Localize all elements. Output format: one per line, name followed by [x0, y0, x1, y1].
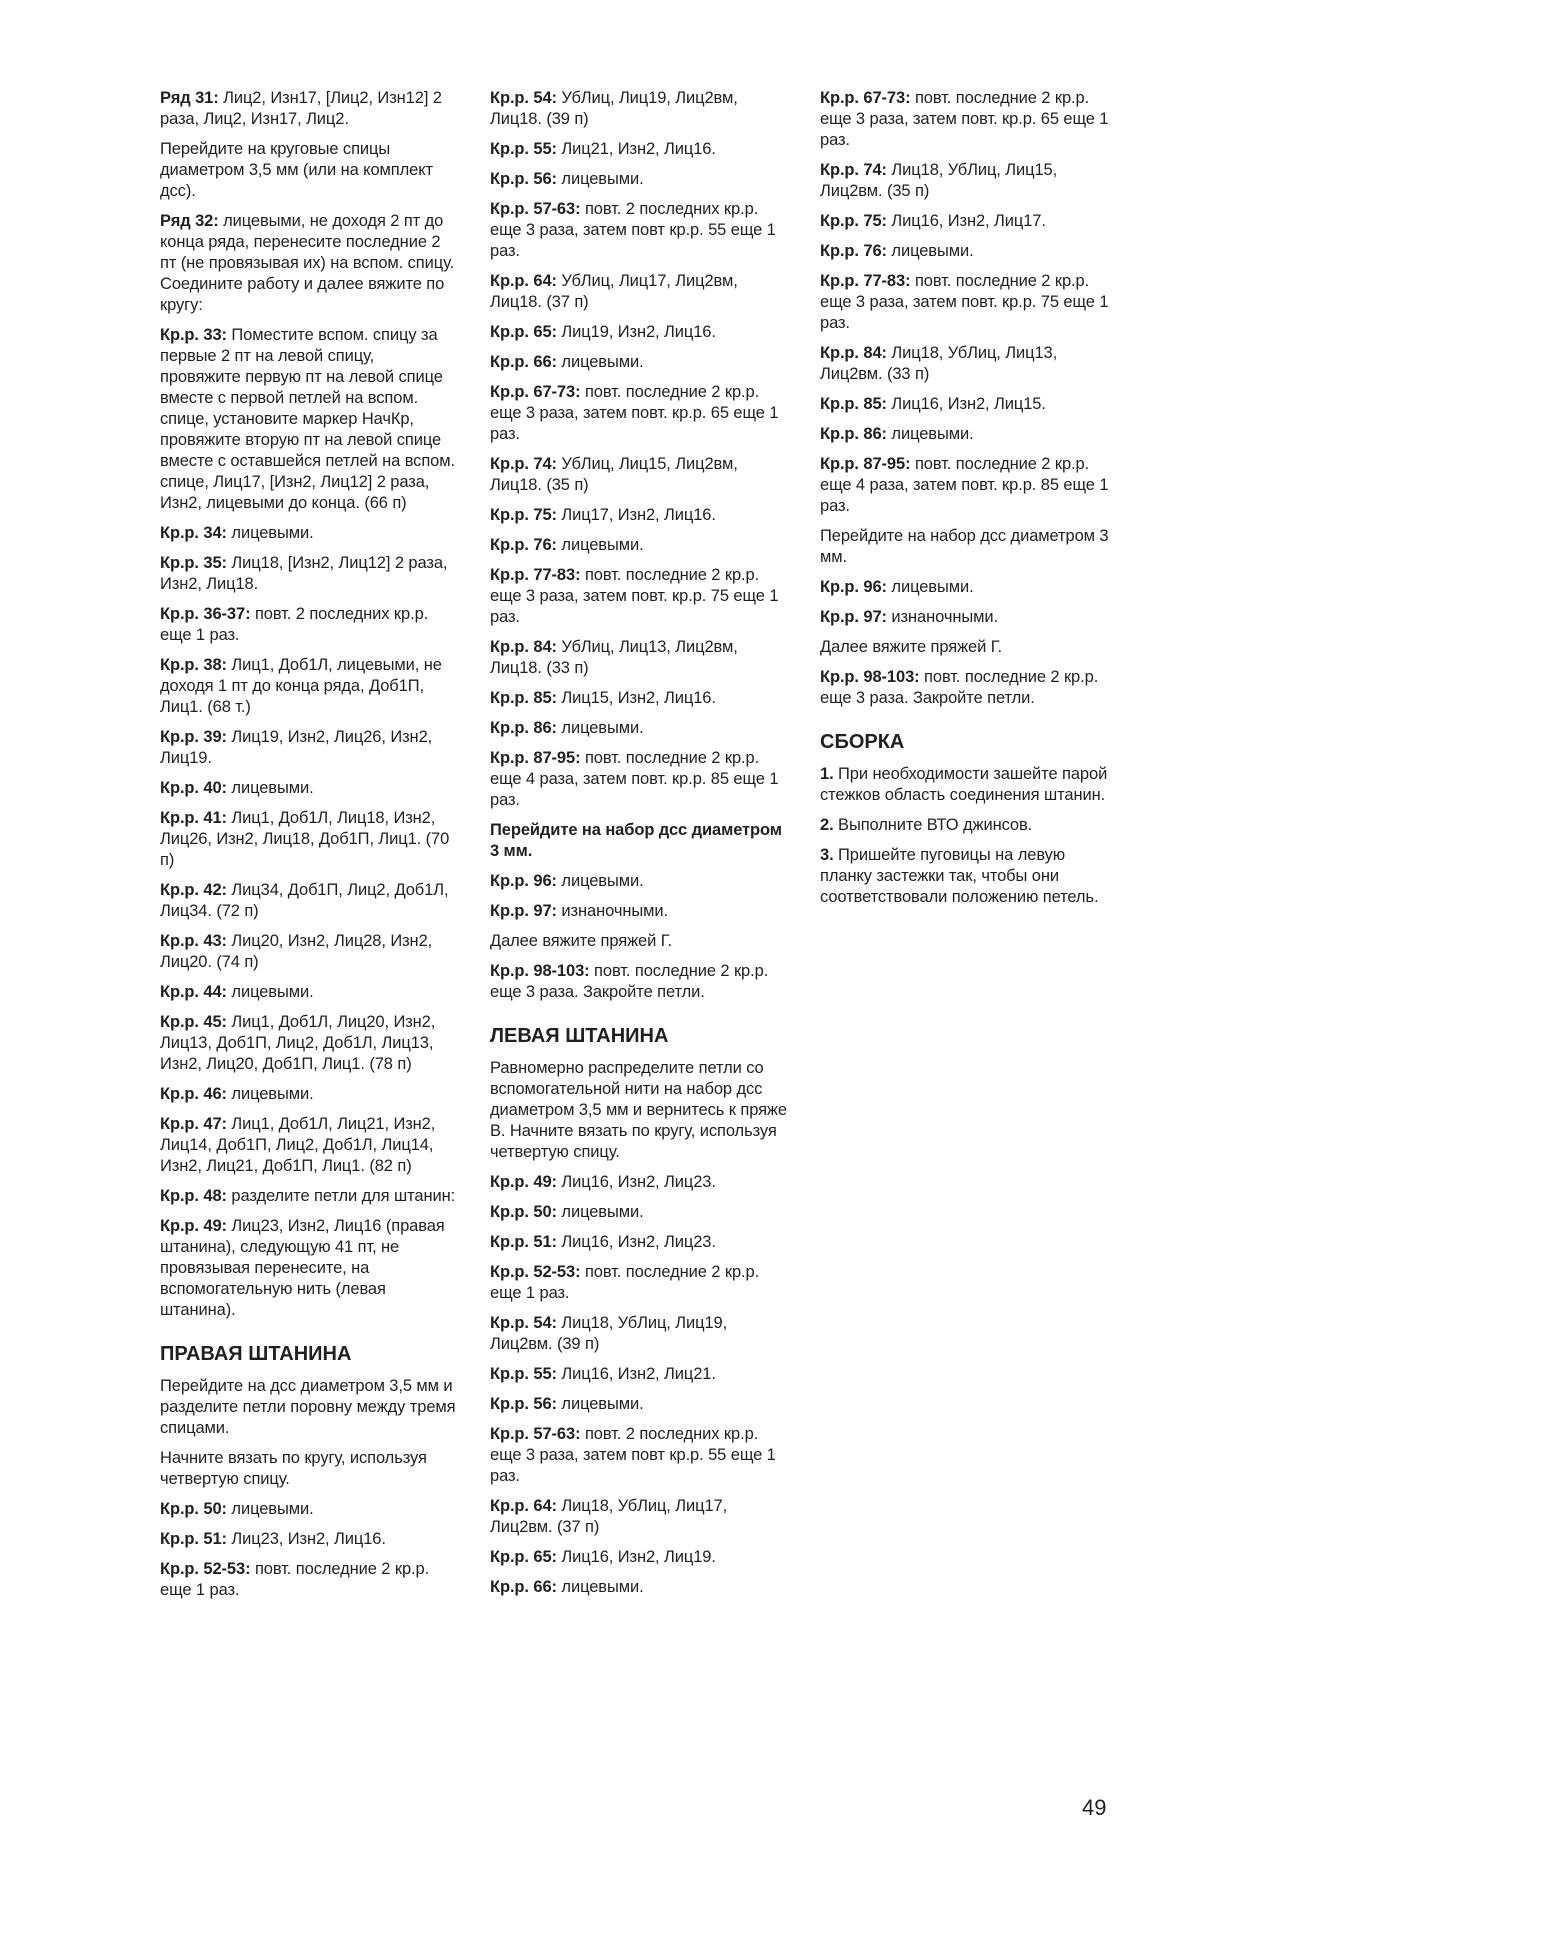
pattern-row: Кр.р. 97: изнаночными. [490, 902, 668, 920]
row-label: Кр.р. 42: [160, 881, 232, 899]
pattern-row: Кр.р. 38: Лиц1, Доб1Л, лицевыми, не доходя 1 пт до конца ряда, Доб1П, Лиц1. (68 т.) [160, 656, 442, 716]
row-label: Кр.р. 57-63: [490, 1425, 585, 1443]
pattern-row: Кр.р. 45: Лиц1, Доб1Л, Лиц20, Изн2, Лиц13, Доб1П, Лиц2, Доб1Л, Лиц13, Изн2, Лиц20, Доб1П, Лиц1. (78 п) [160, 1013, 436, 1073]
pattern-row: Кр.р. 52-53: повт. последние 2 кр.р. еще 1 раз. [160, 1560, 430, 1599]
row-label: Кр.р. 38: [160, 656, 232, 674]
pattern-row: Кр.р. 87-95: повт. последние 2 кр.р. еще 4 раза, затем повт. кр.р. 85 еще 1 раз. [490, 749, 779, 809]
pattern-row: Кр.р. 46: лицевыми. [160, 1085, 314, 1103]
pattern-row: Кр.р. 44: лицевыми. [160, 983, 314, 1001]
row-label: Кр.р. 66: [490, 353, 562, 371]
row-label: Ряд 32: [160, 212, 224, 230]
pattern-row: Кр.р. 76: лицевыми. [820, 242, 974, 260]
paragraph: Перейдите на набор дсс диаметром 3 мм. [820, 527, 1109, 566]
pattern-row: Кр.р. 36-37: повт. 2 последних кр.р. еще 1 раз. [160, 605, 429, 644]
paragraph: Начните вязать по кругу, используя четвертую спицу. [160, 1449, 427, 1488]
row-label: Кр.р. 86: [820, 425, 892, 443]
pattern-row: Кр.р. 55: Лиц16, Изн2, Лиц21. [490, 1365, 716, 1383]
row-label: Кр.р. 85: [490, 689, 562, 707]
row-label: Кр.р. 36-37: [160, 605, 255, 623]
pattern-row: Кр.р. 51: Лиц16, Изн2, Лиц23. [490, 1233, 716, 1251]
pattern-row: Кр.р. 98-103: повт. последние 2 кр.р. еще 3 раза. Закройте петли. [820, 668, 1099, 707]
pattern-row: Кр.р. 96: лицевыми. [490, 872, 644, 890]
row-label: Кр.р. 43: [160, 932, 232, 950]
pattern-row: Кр.р. 76: лицевыми. [490, 536, 644, 554]
column-2 [490, 88, 787, 1607]
paragraph: Далее вяжите пряжей Г. [820, 638, 1002, 656]
row-label: Кр.р. 75: [490, 506, 562, 524]
row-label: Кр.р. 67-73: [820, 89, 915, 107]
pattern-row: Кр.р. 97: изнаночными. [820, 608, 998, 626]
pattern-row: Кр.р. 41: Лиц1, Доб1Л, Лиц18, Изн2, Лиц26, Изн2, Лиц18, Доб1П, Лиц1. (70 п) [160, 809, 450, 869]
pattern-row: Кр.р. 75: Лиц17, Изн2, Лиц16. [490, 506, 716, 524]
pattern-row: Ряд 32: лицевыми, не доходя 2 пт до конца ряда, перенесите последние 2 пт (не провязывая их) на вспом. спицу. Соедините работу и далее вяжите по кругу: [160, 212, 455, 314]
pattern-row: Кр.р. 86: лицевыми. [820, 425, 974, 443]
row-label: Кр.р. 84: [820, 344, 892, 362]
pattern-row: Кр.р. 65: Лиц16, Изн2, Лиц19. [490, 1548, 716, 1566]
row-label: Кр.р. 46: [160, 1085, 232, 1103]
pattern-row: Кр.р. 39: Лиц19, Изн2, Лиц26, Изн2, Лиц19. [160, 728, 433, 767]
row-label: Кр.р. 98-103: [820, 668, 925, 686]
row-label: Кр.р. 96: [490, 872, 562, 890]
pattern-row: Кр.р. 49: Лиц16, Изн2, Лиц23. [490, 1173, 716, 1191]
row-label: Кр.р. 48: [160, 1187, 232, 1205]
row-label: Кр.р. 65: [490, 1548, 562, 1566]
paragraph: Далее вяжите пряжей Г. [490, 932, 672, 950]
pattern-row: Кр.р. 35: Лиц18, [Изн2, Лиц12] 2 раза, Изн2, Лиц18. [160, 554, 448, 593]
pattern-row: Кр.р. 47: Лиц1, Доб1Л, Лиц21, Изн2, Лиц14, Доб1П, Лиц2, Доб1Л, Лиц14, Изн2, Лиц21, Доб1П, Лиц1. (82 п) [160, 1115, 436, 1175]
row-label: Кр.р. 34: [160, 524, 232, 542]
row-label: Кр.р. 86: [490, 719, 562, 737]
paragraph: Равномерно распределите петли со вспомогательной нити на набор дсс диаметром 3,5 мм и вернитесь к пряже В. Начните вязать по кругу, используя четвертую спицу. [490, 1059, 787, 1161]
row-label: Кр.р. 35: [160, 554, 232, 572]
row-label: Кр.р. 55: [490, 1365, 562, 1383]
pattern-row: Кр.р. 66: лицевыми. [490, 1578, 644, 1596]
row-label: Кр.р. 50: [490, 1203, 562, 1221]
row-label: Кр.р. 45: [160, 1013, 232, 1031]
pattern-row: Кр.р. 74: Лиц18, УбЛиц, Лиц15, Лиц2вм. (35 п) [820, 161, 1058, 200]
pattern-row: Кр.р. 65: Лиц19, Изн2, Лиц16. [490, 323, 716, 341]
section-heading: ЛЕВАЯ ШТАНИНА [490, 1025, 669, 1047]
row-label: Кр.р. 77-83: [490, 566, 585, 584]
paragraph: Перейдите на набор дсс диаметром 3 мм. [490, 821, 782, 860]
row-label: Кр.р. 85: [820, 395, 892, 413]
pattern-row: 3. Пришейте пуговицы на левую планку застежки так, чтобы они соответствовали положению петель. [820, 846, 1099, 906]
pattern-row: Кр.р. 85: Лиц15, Изн2, Лиц16. [490, 689, 716, 707]
section-heading: СБОРКА [820, 731, 905, 753]
pattern-row: Кр.р. 64: УбЛиц, Лиц17, Лиц2вм, Лиц18. (37 п) [490, 272, 738, 311]
pattern-row: Кр.р. 54: Лиц18, УбЛиц, Лиц19, Лиц2вм. (39 п) [490, 1314, 728, 1353]
row-label: Кр.р. 47: [160, 1115, 232, 1133]
row-label: Кр.р. 56: [490, 170, 562, 188]
row-label: Кр.р. 51: [160, 1530, 232, 1548]
pattern-row: Кр.р. 56: лицевыми. [490, 170, 644, 188]
pattern-row: Кр.р. 56: лицевыми. [490, 1395, 644, 1413]
row-label: Кр.р. 77-83: [820, 272, 915, 290]
row-label: Кр.р. 54: [490, 89, 562, 107]
pattern-row: Кр.р. 64: Лиц18, УбЛиц, Лиц17, Лиц2вм. (37 п) [490, 1497, 728, 1536]
row-label: Кр.р. 76: [820, 242, 892, 260]
row-label: Кр.р. 64: [490, 272, 562, 290]
pattern-row: Кр.р. 84: УбЛиц, Лиц13, Лиц2вм, Лиц18. (33 п) [490, 638, 738, 677]
row-label: Кр.р. 49: [160, 1217, 232, 1235]
row-label: Кр.р. 98-103: [490, 962, 595, 980]
row-label: Кр.р. 52-53: [160, 1560, 255, 1578]
pattern-row: Кр.р. 85: Лиц16, Изн2, Лиц15. [820, 395, 1046, 413]
row-label: Кр.р. 39: [160, 728, 232, 746]
row-label: Кр.р. 96: [820, 578, 892, 596]
column-3 [820, 88, 1117, 917]
paragraph: Перейдите на круговые спицы диаметром 3,5 мм (или на комплект дсс). [160, 140, 433, 200]
pattern-row: Кр.р. 67-73: повт. последние 2 кр.р. еще 3 раза, затем повт. кр.р. 65 еще 1 раз. [820, 89, 1109, 149]
column-1 [160, 88, 457, 1610]
pattern-row: Кр.р. 51: Лиц23, Изн2, Лиц16. [160, 1530, 386, 1548]
pattern-row: Кр.р. 74: УбЛиц, Лиц15, Лиц2вм, Лиц18. (35 п) [490, 455, 738, 494]
pattern-row: Кр.р. 84: Лиц18, УбЛиц, Лиц13, Лиц2вм. (33 п) [820, 344, 1058, 383]
row-label: Кр.р. 33: [160, 326, 232, 344]
pattern-row: 2. Выполните ВТО джинсов. [820, 816, 1033, 834]
row-label: Кр.р. 54: [490, 1314, 562, 1332]
row-label: 3. [820, 846, 839, 864]
pattern-row: Кр.р. 54: УбЛиц, Лиц19, Лиц2вм, Лиц18. (39 п) [490, 89, 738, 128]
row-label: Кр.р. 52-53: [490, 1263, 585, 1281]
row-label: Кр.р. 97: [820, 608, 892, 626]
pattern-row: Кр.р. 96: лицевыми. [820, 578, 974, 596]
row-label: Кр.р. 41: [160, 809, 232, 827]
pattern-row: Кр.р. 66: лицевыми. [490, 353, 644, 371]
pattern-row: Ряд 31: Лиц2, Изн17, [Лиц2, Изн12] 2 раза, Лиц2, Изн17, Лиц2. [160, 89, 442, 128]
row-label: Кр.р. 56: [490, 1395, 562, 1413]
pattern-row: Кр.р. 87-95: повт. последние 2 кр.р. еще 4 раза, затем повт. кр.р. 85 еще 1 раз. [820, 455, 1109, 515]
row-label: Кр.р. 44: [160, 983, 232, 1001]
pattern-row: Кр.р. 55: Лиц21, Изн2, Лиц16. [490, 140, 716, 158]
text-columns [160, 88, 1117, 1610]
pattern-row: Кр.р. 40: лицевыми. [160, 779, 314, 797]
row-label: Кр.р. 64: [490, 1497, 562, 1515]
pattern-row: Кр.р. 49: Лиц23, Изн2, Лиц16 (правая штанина), следующую 41 пт, не провязывая перенесите, на вспомогательную нить (левая штанина). [160, 1217, 445, 1319]
row-label: Кр.р. 87-95: [490, 749, 585, 767]
row-label: Кр.р. 76: [490, 536, 562, 554]
row-label: Кр.р. 50: [160, 1500, 232, 1518]
pattern-row: Кр.р. 86: лицевыми. [490, 719, 644, 737]
section-heading: ПРАВАЯ ШТАНИНА [160, 1343, 352, 1365]
row-label: Кр.р. 65: [490, 323, 562, 341]
pattern-row: Кр.р. 77-83: повт. последние 2 кр.р. еще 3 раза, затем повт. кр.р. 75 еще 1 раз. [820, 272, 1109, 332]
pattern-row: Кр.р. 34: лицевыми. [160, 524, 314, 542]
pattern-row: Кр.р. 50: лицевыми. [490, 1203, 644, 1221]
row-label: Кр.р. 49: [490, 1173, 562, 1191]
row-label: Кр.р. 51: [490, 1233, 562, 1251]
row-label: Кр.р. 84: [490, 638, 562, 656]
pattern-row: Кр.р. 52-53: повт. последние 2 кр.р. еще 1 раз. [490, 1263, 760, 1302]
pattern-row: Кр.р. 57-63: повт. 2 последних кр.р. еще 3 раза, затем повт кр.р. 55 еще 1 раз. [490, 1425, 776, 1485]
row-label: Кр.р. 97: [490, 902, 562, 920]
row-label: Кр.р. 75: [820, 212, 892, 230]
row-label: Кр.р. 57-63: [490, 200, 585, 218]
row-label: Кр.р. 74: [490, 455, 562, 473]
pattern-row: Кр.р. 33: Поместите вспом. спицу за первые 2 пт на левой спицу, провяжите первую пт на левой спице вместе с первой петлей на вспом. спице, установите маркер НачКр, провяжите вторую пт на левой спице вместе с оставшейся петлей на вспом. спице, Лиц17, [Изн2, Лиц12] 2 раза, Изн2, лицевыми до конца. (66 п) [160, 326, 455, 512]
pattern-row: Кр.р. 77-83: повт. последние 2 кр.р. еще 3 раза, затем повт. кр.р. 75 еще 1 раз. [490, 566, 779, 626]
row-label: Кр.р. 55: [490, 140, 562, 158]
row-label: Кр.р. 67-73: [490, 383, 585, 401]
pattern-row: Кр.р. 98-103: повт. последние 2 кр.р. еще 3 раза. Закройте петли. [490, 962, 769, 1001]
pattern-row: Кр.р. 43: Лиц20, Изн2, Лиц28, Изн2, Лиц20. (74 п) [160, 932, 433, 971]
pattern-row: Кр.р. 57-63: повт. 2 последних кр.р. еще 3 раза, затем повт кр.р. 55 еще 1 раз. [490, 200, 776, 260]
row-label: 2. [820, 816, 839, 834]
pattern-row: Кр.р. 75: Лиц16, Изн2, Лиц17. [820, 212, 1046, 230]
pattern-row: Кр.р. 50: лицевыми. [160, 1500, 314, 1518]
pattern-row: Кр.р. 48: разделите петли для штанин: [160, 1187, 456, 1205]
row-label: Кр.р. 74: [820, 161, 892, 179]
row-label: 1. [820, 765, 839, 783]
pattern-row: Кр.р. 42: Лиц34, Доб1П, Лиц2, Доб1Л, Лиц34. (72 п) [160, 881, 449, 920]
row-label: Ряд 31: [160, 89, 224, 107]
row-label: Кр.р. 40: [160, 779, 232, 797]
page-number: 49 [1082, 1795, 1107, 1820]
paragraph: Перейдите на дсс диаметром 3,5 мм и разделите петли поровну между тремя спицами. [160, 1377, 456, 1437]
row-label: Кр.р. 87-95: [820, 455, 915, 473]
row-label: Кр.р. 66: [490, 1578, 562, 1596]
pattern-row: Кр.р. 67-73: повт. последние 2 кр.р. еще 3 раза, затем повт. кр.р. 65 еще 1 раз. [490, 383, 779, 443]
pattern-row: 1. При необходимости зашейте парой стежков область соединения штанин. [820, 765, 1108, 804]
